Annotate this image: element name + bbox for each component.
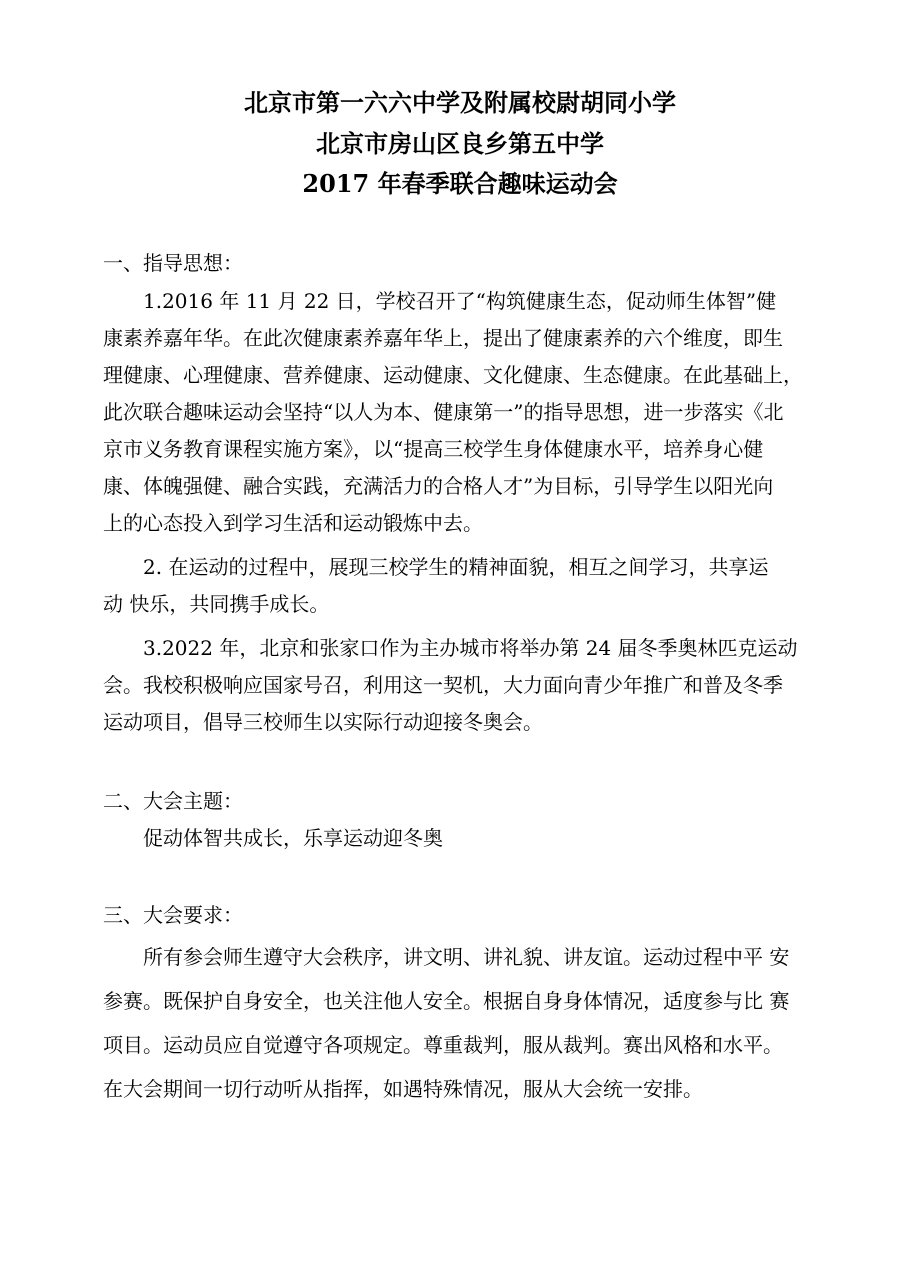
section-1-heading: 一、指导思想：	[103, 251, 243, 275]
section-1-line: 3.2022 年，北京和张家口作为主办城市将举办第 24 届冬季奥林匹克运动	[143, 636, 798, 660]
document-title-line-2: 北京市房山区良乡第五中学	[316, 129, 604, 158]
section-3-line: 项目。运动员应自觉遵守各项规定。尊重裁判，服从裁判。赛出风格和水平。	[103, 1033, 783, 1057]
document-title-line-1: 北京市第一六六中学及附属校尉胡同小学	[244, 88, 676, 117]
section-3-line: 参赛。既保护自身安全，也关注他人安全。根据自身身体情况，适度参与比 赛	[103, 989, 790, 1013]
section-1-line: 京市义务教育课程实施方案》，以“提高三校学生身体健康水平，培养身心健	[103, 437, 764, 461]
section-3-heading: 三、大会要求：	[103, 903, 243, 927]
section-1-line: 1.2016 年 11 月 22 日，学校召开了“构筑健康生态，促动师生体智”健	[143, 289, 777, 313]
section-1-line: 动 快乐，共同携手成长。	[103, 592, 330, 616]
section-2-theme: 促动体智共成长，乐享运动迎冬奥	[143, 826, 443, 850]
section-1-line: 理健康、心理健康、营养健康、运动健康、文化健康、生态健康。在此基础上，	[103, 363, 803, 387]
section-3-line: 所有参会师生遵守大会秩序，讲文明、讲礼貌、讲友谊。运动过程中平 安	[143, 945, 790, 969]
section-1-line: 康、体魄强健、融合实践，充满活力的合格人才”为目标，引导学生以阳光向	[103, 474, 774, 498]
section-1-line: 运动项目，倡导三校师生以实际行动迎接冬奥会。	[103, 710, 543, 734]
section-1-line: 康素养嘉年华。在此次健康素养嘉年华上，提出了健康素养的六个维度，即生	[103, 326, 783, 350]
section-1-line: 会。我校积极响应国家号召，利用这一契机，大力面向青少年推广和普及冬季	[103, 673, 783, 697]
document-title-line-3: 2017 年春季联合趣味运动会	[302, 169, 618, 198]
section-1-line: 此次联合趣味运动会坚持“以人为本、健康第一”的指导思想，进一步落实《北	[103, 400, 784, 424]
section-1-line: 2. 在运动的过程中，展现三校学生的精神面貌，相互之间学习，共享运	[143, 555, 769, 579]
section-1-line: 上的心态投入到学习生活和运动锻炼中去。	[103, 511, 483, 535]
section-2-heading: 二、大会主题：	[103, 789, 243, 813]
section-3-line: 在大会期间一切行动听从指挥，如遇特殊情况，服从大会统一安排。	[103, 1077, 703, 1101]
